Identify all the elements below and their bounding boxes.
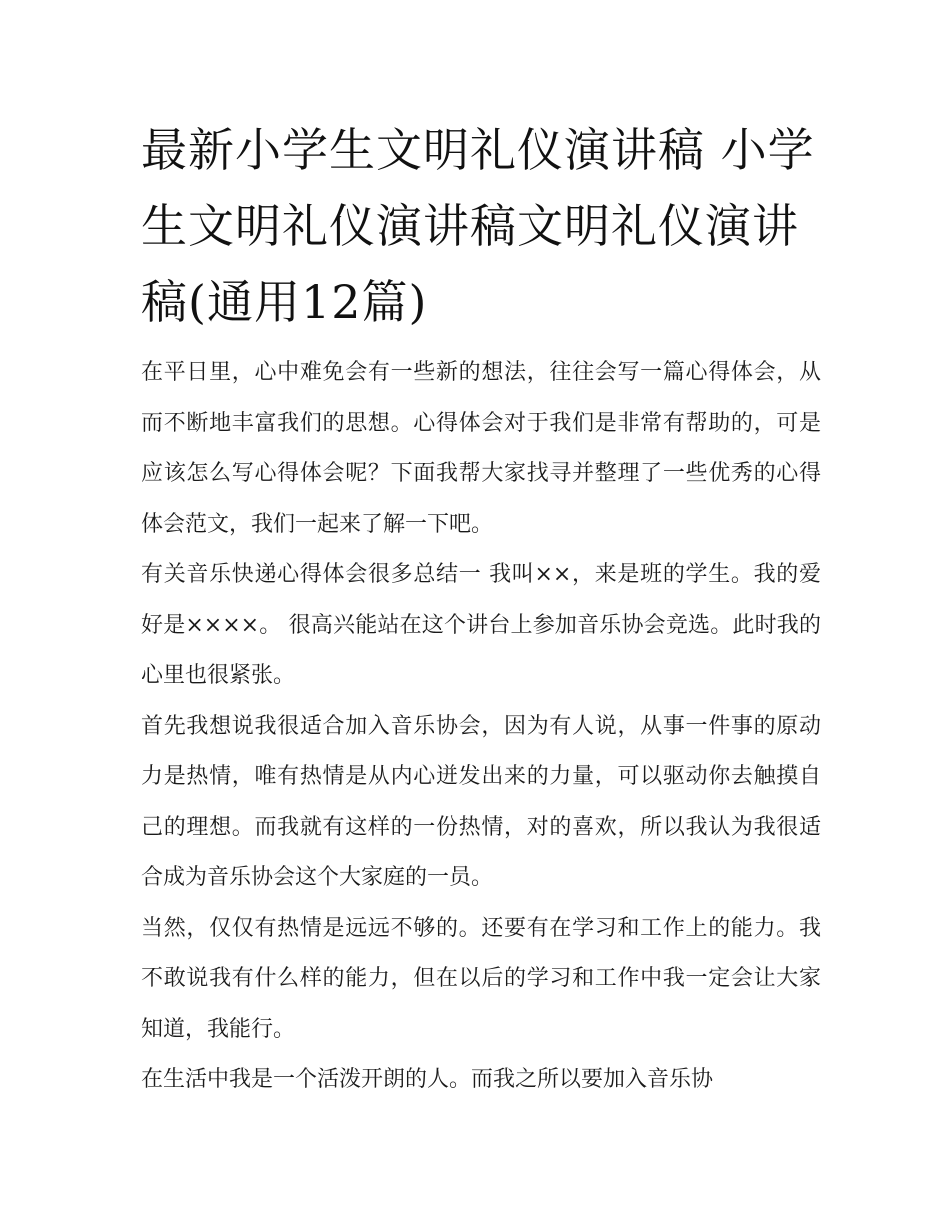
document-title: 最新小学生文明礼仪演讲稿 小学生文明礼仪演讲稿文明礼仪演讲稿(通用12篇) bbox=[141, 123, 815, 329]
paragraph-ability: 当然，仅仅有热情是远远不够的。还要有在学习和工作上的能力。我不敢说我有什么样的能力，但在以后的学习和工作中我一定会让大家知道，我能行。 bbox=[141, 915, 821, 1042]
paragraph-personality: 在生活中我是一个活泼开朗的人。而我之所以要加入音乐协 bbox=[141, 1067, 714, 1092]
paragraph-passion: 首先我想说我很适合加入音乐协会，因为有人说，从事一件事的原动力是热情，唯有热情是从内心迸发出来的力量，可以驱动你去触摸自己的理想。而我就有这样的一份热情，对的喜欢，所以我认为我很适合成为音乐协会这个大家庭的一员。 bbox=[141, 713, 821, 890]
paragraph-intro: 在平日里，心中难免会有一些新的想法，往往会写一篇心得体会，从而不断地丰富我们的思想。心得体会对于我们是非常有帮助的，可是应该怎么写心得体会呢？下面我帮大家找寻并整理了一些优秀的心得体会范文，我们一起来了解一下吧。 bbox=[141, 360, 821, 537]
paragraph-self-introduction: 有关音乐快递心得体会很多总结一 我叫××，来是班的学生。我的爱好是××××。 很高兴能站在这个讲台上参加音乐协会竞选。此时我的心里也很紧张。 bbox=[141, 562, 821, 688]
document-body bbox=[141, 112, 821, 1106]
